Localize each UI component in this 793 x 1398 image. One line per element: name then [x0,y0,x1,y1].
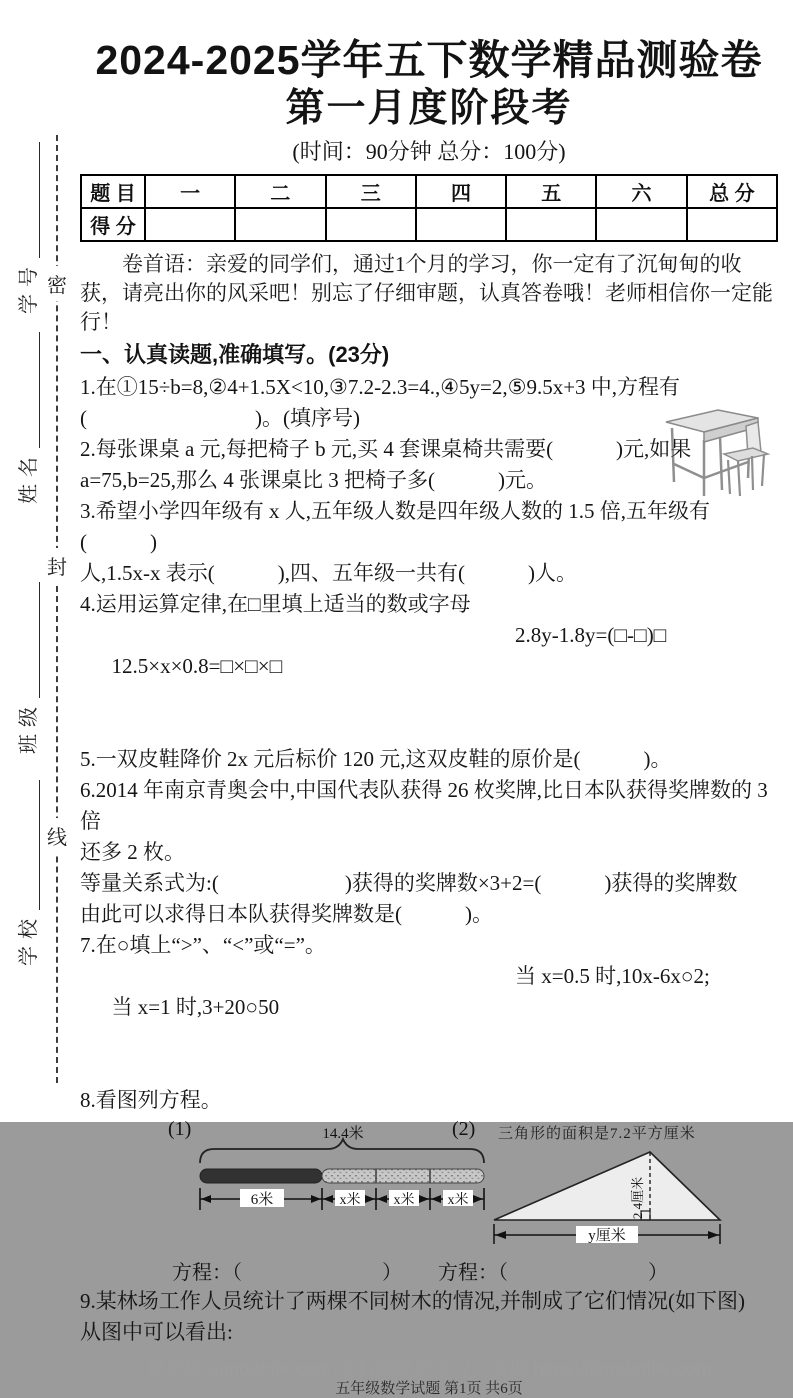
question-4-line1: 4.运用运算定律,在□里填上适当的数或字母 [80,592,471,616]
question-3-line1: 3.希望小学四年级有 x 人,五年级人数是四年级人数的 1.5 倍,五年级有( ) [80,499,710,554]
triangle-shape [494,1152,720,1220]
preamble-text: 卷首语：亲爱的同学们，通过1个月的学习，你一定有了沉甸甸的收获，请亮出你的风采吧！别忘了仔细审题，认真答卷哦！老师相信你一定能行！ [80,252,773,334]
score-cell [235,208,325,241]
score-header-6: 六 [596,175,686,208]
class-blank-line [13,582,40,698]
score-row-label: 得 分 [81,208,145,241]
score-header-timu: 题 目 [81,175,145,208]
score-header-5: 五 [506,175,596,208]
diagram1-equation-blank: 方程：（ ） [172,1262,402,1284]
score-cell [506,208,596,241]
question-6-line4: 由此可以求得日本队获得奖牌数是( )。 [80,902,493,926]
seal-char-mi: 密 [45,266,69,301]
question-1-line2: ( )。(填序号) [80,406,360,430]
question-8: 8.看图列方程。 [80,1088,222,1112]
page-number-info: 五年级数学试题 第1页 共6页 [335,1381,523,1397]
bar [200,1169,484,1183]
score-cell [326,208,416,241]
segment-6m-label: 6米 [250,1192,274,1208]
question-7: 7.在○填上“>”、“<”或“=”。 [80,933,326,957]
score-header-2: 二 [235,175,325,208]
question-2-line1: 2.每张课桌 a 元,每把椅子 b 元,买 4 套课桌椅共需要( )元,如果 [80,437,692,461]
q7-case-right: 当 x=0.5 时,10x-6x○2; [515,964,710,988]
triangle-base-label: y厘米 [588,1228,626,1244]
seal-char-xian: 线 [45,818,69,853]
school-label: 学校 [17,912,40,966]
paper-content [80,36,778,1398]
segment-x-label: x米 [339,1193,361,1208]
question-2-line2: a=75,b=25,那么 4 张课桌比 3 把椅子多( )元。 [80,468,547,492]
class-label: 班级 [17,700,40,754]
score-value-row [81,208,777,241]
score-cell [145,208,235,241]
question-9-line2: 从图中可以看出: [80,1320,233,1344]
paper-title-line2: 第一月度阶段考 [285,87,573,130]
seal-char-feng: 封 [45,548,69,583]
name-label: 姓名 [17,450,40,504]
student-id-label: 学号 [17,260,40,314]
segment-x-label: x米 [447,1193,469,1208]
section1-heading: 一、认真读题,准确填写。(23分) [80,342,390,367]
q4-formula-right: 2.8y-1.8y=(□-□)□ [515,623,667,647]
score-header-total: 总 分 [687,175,777,208]
watermark-text: 简单街-jiandanjie.com-学科网简单学习一条街 https://jiandanjie.com [146,1359,712,1380]
student-id-blank-line [13,142,40,258]
question-8-diagrams [80,1118,778,1286]
question-9-line1: 9.某林场工作人员统计了两棵不同树木的情况,并制成了它们情况(如下图) [80,1289,745,1313]
score-header-row [81,175,777,208]
seal-field-name [4,332,48,504]
question-5: 5.一双皮鞋降价 2x 元后标价 120 元,这双皮鞋的原价是( )。 [80,747,672,771]
question-7-cases [80,961,778,1085]
question-6-relation: 等量关系式为:( )获得的奖牌数×3+2=( )获得的奖牌数 [80,871,738,895]
question-4-formulas [80,620,778,744]
bar-total-length-label: 14.4米 [322,1126,364,1142]
score-header-3: 三 [326,175,416,208]
segment-x-label: x米 [393,1193,415,1208]
triangle-height-label: 2.4厘米 [630,1176,645,1220]
triangle-diagram [480,1142,736,1250]
seal-field-class [4,582,48,754]
name-blank-line [13,332,40,448]
seal-field-school [4,780,48,966]
score-cell [416,208,506,241]
question-1-line1: 1.在①15÷b=8,②4+1.5X<10,③7.2-2.3=4.,④5y=2,⑤9.5x+3 中,方程有 [80,375,681,399]
diagram2-caption: 三角形的面积是7.2平方厘米 [498,1126,696,1142]
score-cell [596,208,686,241]
bar-diagram [192,1126,494,1218]
school-blank-line [13,780,40,910]
score-table [80,174,778,242]
question-6-line1: 6.2014 年南京青奥会中,中国代表队获得 26 枚奖牌,比日本队获得奖牌数的 3 倍 [80,778,773,833]
diagram2-equation-blank: 方程：（ ） [438,1262,668,1284]
seal-field-student-id [4,142,48,314]
score-cell [687,208,777,241]
diagram2-index: (2) [452,1118,476,1140]
brace [200,1139,484,1163]
question-3-line2: 人,1.5x-x 表示( ),四、五年级一共有( )人。 [80,561,577,585]
score-header-1: 一 [145,175,235,208]
paper-title-line1: 2024-2025学年五下数学精品测验卷 [95,37,763,83]
question-6-line2: 还多 2 枚。 [80,840,185,864]
diagram1-index: (1) [168,1118,192,1140]
time-score-meta: (时间：90分钟 总分：100分) [292,139,566,164]
q7-case-left: 当 x=1 时,3+20○50 [111,995,280,1019]
score-header-4: 四 [416,175,506,208]
q4-formula-left: 12.5×x×0.8=□×□×□ [111,654,283,678]
